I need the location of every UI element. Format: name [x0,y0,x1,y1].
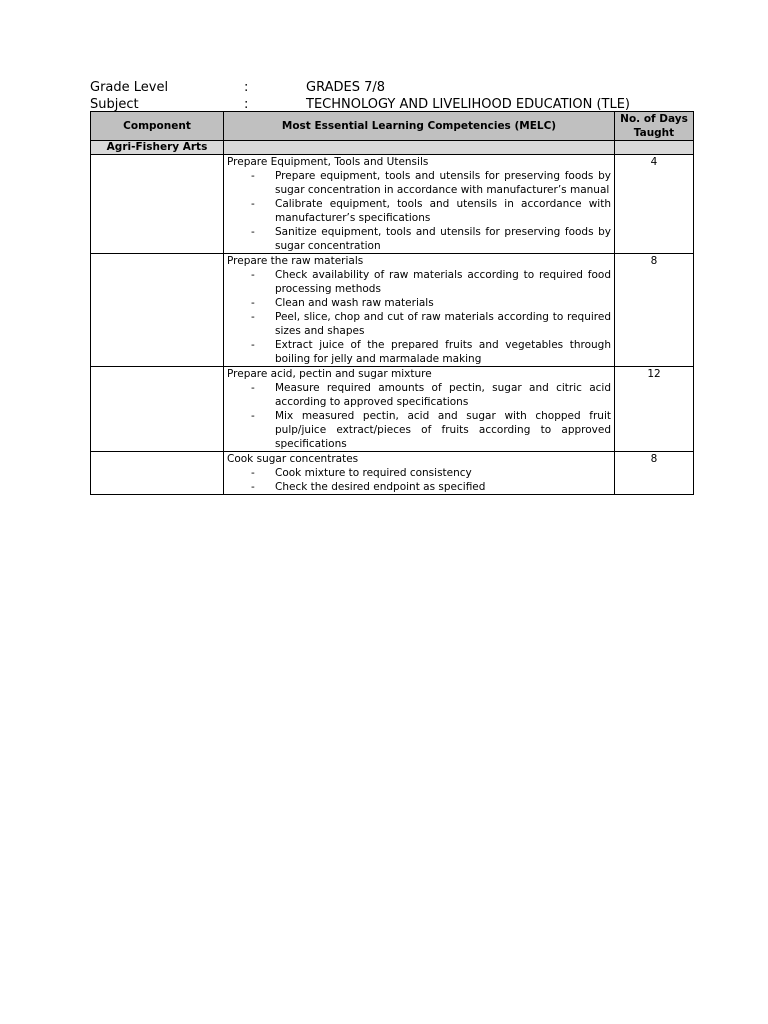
category-empty-cell [224,141,615,155]
component-cell [91,452,224,495]
competency-list [227,268,611,366]
table-row [91,254,694,367]
task-title: Cook sugar concentrates [227,453,359,465]
component-cell [91,155,224,254]
competency-text: Extract juice of the prepared fruits and vegetables through boiling for jelly and marmalade making [275,339,611,365]
competency-cell [224,254,615,367]
competency-text: Prepare equipment, tools and utensils for preserving foods by sugar concentration in accordance with manufacturer’s manual [275,170,611,196]
days-cell: 8 [615,452,694,495]
grade-level-label: Grade Level [90,80,169,95]
competency-item [227,197,611,225]
table-row [91,155,694,254]
competency-item [227,338,611,366]
competency-item [227,296,611,310]
dash-bullet: - [251,382,255,394]
competency-text: Clean and wash raw materials [275,297,434,309]
competency-item [227,409,611,451]
table-header-row [91,112,694,141]
competency-item [227,310,611,338]
grade-level-row [90,79,700,96]
competency-text: Check the desired endpoint as specified [275,481,486,493]
dash-bullet: - [251,410,255,422]
competency-list [227,169,611,253]
component-cell [91,254,224,367]
column-header-days: No. of Days Taught [615,112,694,141]
competency-item [227,480,611,494]
dash-bullet: - [251,311,255,323]
table-row [91,452,694,495]
subject-colon: : [244,97,249,112]
dash-bullet: - [251,481,255,493]
competency-cell [224,367,615,452]
competency-list [227,381,611,451]
document-header [90,79,700,113]
task-title: Prepare the raw materials [227,255,364,267]
melc-table [90,111,694,495]
competency-list [227,466,611,494]
competency-cell [224,452,615,495]
category-row [91,141,694,155]
component-cell [91,367,224,452]
dash-bullet: - [251,467,255,479]
dash-bullet: - [251,198,255,210]
competency-item [227,381,611,409]
dash-bullet: - [251,339,255,351]
days-cell: 8 [615,254,694,367]
competency-text: Mix measured pectin, acid and sugar with chopped fruit pulp/juice extract/pieces of fruits according to approved specifications [275,410,611,450]
grade-level-value: GRADES 7/8 [306,80,386,95]
competency-text: Measure required amounts of pectin, sugar and citric acid according to approved specifications [275,382,611,408]
competency-text: Cook mixture to required consistency [275,467,472,479]
dash-bullet: - [251,269,255,281]
subject-label: Subject [90,97,139,112]
competency-item [227,169,611,197]
dash-bullet: - [251,170,255,182]
competency-item [227,466,611,480]
column-header-component: Component [91,112,224,141]
task-title: Prepare Equipment, Tools and Utensils [227,156,429,168]
category-label: Agri-Fishery Arts [91,141,224,155]
task-title: Prepare acid, pectin and sugar mixture [227,368,432,380]
competency-item [227,268,611,296]
category-empty-cell [615,141,694,155]
dash-bullet: - [251,297,255,309]
dash-bullet: - [251,226,255,238]
competency-item [227,225,611,253]
competency-text: Peel, slice, chop and cut of raw materials according to required sizes and shapes [275,311,611,337]
days-cell: 4 [615,155,694,254]
days-cell: 12 [615,367,694,452]
table-row [91,367,694,452]
competency-text: Sanitize equipment, tools and utensils for preserving foods by sugar concentration [275,226,611,252]
column-header-melc: Most Essential Learning Competencies (MELC) [224,112,615,141]
competency-text: Calibrate equipment, tools and utensils in accordance with manufacturer’s specifications [275,198,611,224]
subject-value: TECHNOLOGY AND LIVELIHOOD EDUCATION (TLE) [306,97,630,112]
grade-level-colon: : [244,80,249,95]
competency-text: Check availability of raw materials according to required food processing methods [275,269,611,295]
competency-cell [224,155,615,254]
